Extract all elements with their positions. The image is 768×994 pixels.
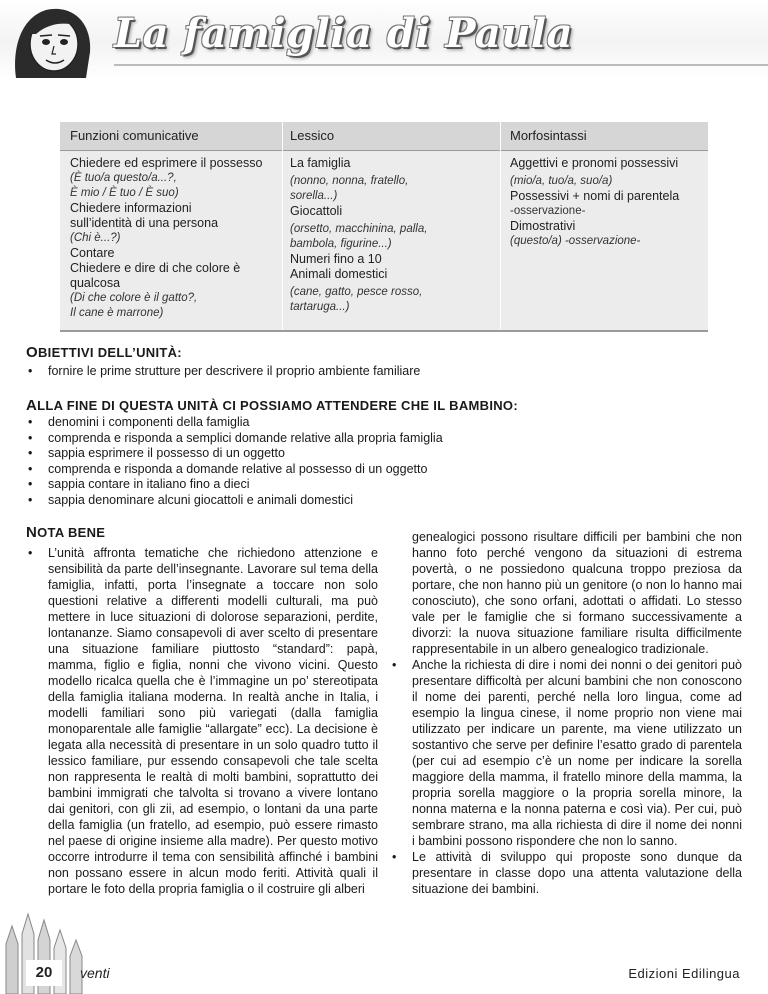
nota-left-column (26, 545, 378, 897)
table-example-line: sorella...) (290, 190, 338, 202)
table-heading-line: Dimostrativi (510, 219, 576, 233)
table-heading-line: Chiedere ed esprimere il possesso (70, 156, 263, 170)
list-item: • sappia esprimere il possesso di un oggetto (26, 446, 443, 462)
table-heading-line: Contare (70, 246, 115, 260)
column-funzioni (70, 156, 278, 321)
table-example-line: (nonno, nonna, fratello, (290, 175, 409, 187)
header-divider (114, 64, 768, 66)
column-divider (500, 122, 501, 330)
list-item: • fornire le prime strutture per descrivere il proprio ambiente familiare (26, 364, 420, 380)
table-example-line: (orsetto, macchinina, palla, (290, 223, 428, 235)
column-lessico (290, 156, 495, 315)
list-item: • sappia denominare alcuni giocattoli e animali domestici (26, 493, 443, 509)
table-example-line: (mio/a, tuo/a, suo/a) (510, 175, 613, 187)
table-example-line: Il cane è marrone) (70, 307, 164, 319)
table-heading-line: Possessivi + nomi di parentela (510, 189, 680, 203)
table-example-line: (questo/a) -osservazione- (510, 235, 641, 247)
table-example-line: tartaruga...) (290, 301, 350, 313)
nota-paragraph: • Anche la richiesta di dire i nomi dei nonni o dei genitori può presentare difficoltà per alcuni bambini che non conoscono il nome dei parenti, perché nella loro lingua, come ad esempio la lingua cinese, il nome proprio non viene mai utilizzato per indicare un parente, ma viene utilizzato un sostantivo che serve per definire l’esatto grado di parentela (per cui ad esempio c’è un nome per indicare la sorella maggiore della mamma, il fratello minore della mamma, la propria sorella maggiore o la propria sorella minore, la nonna materna e la nonna paterna e così via). Per cui, può sembrare strano, ma alla richiesta di dire il nome dei nonni i bambini possono rispondere che non lo sanno. (390, 657, 742, 849)
nota-paragraph: • Le attività di sviluppo qui proposte sono dunque da presentare in classe dopo una attenta valutazione della situazione dei bambini. (390, 849, 742, 897)
page-number: 20 (26, 960, 62, 986)
table-heading-line: La famiglia (290, 156, 351, 170)
header-lessico: Lessico (290, 128, 335, 143)
girl-mascot-icon (6, 0, 98, 78)
list-item: • comprenda e risponda a semplici domande relative alla propria famiglia (26, 431, 443, 447)
table-heading-line: Chiedere informazioni (70, 201, 192, 215)
list-item: • denomini i componenti della famiglia (26, 415, 443, 431)
list-item: • sappia contare in italiano fino a dieci (26, 477, 443, 493)
page-number-word: venti (80, 965, 110, 981)
page-header (0, 0, 768, 92)
table-heading-line: Chiedere e dire di che colore è (70, 261, 241, 275)
table-heading-line: qualcosa (70, 276, 121, 290)
table-example-line: (Di che colore è il gatto?, (70, 292, 198, 304)
section-title-obiettivi: OBIETTIVI DELL’UNITÀ: (26, 344, 182, 361)
table-example-line: -osservazione- (510, 205, 586, 217)
table-example-line: (cane, gatto, pesce rosso, (290, 286, 423, 298)
section-title-alla-fine: ALLA FINE DI QUESTA UNITÀ CI POSSIAMO ATTENDERE CHE IL BAMBINO: (26, 397, 518, 414)
table-heading-line: Animali domestici (290, 267, 388, 281)
table-heading-line: sull’identità di una persona (70, 216, 219, 230)
list-alla-fine (26, 415, 443, 508)
table-example-line: (È tuo/a questo/a...?, (70, 172, 177, 184)
section-title-nota-bene: NOTA BENE (26, 524, 106, 541)
list-obiettivi (26, 364, 420, 380)
table-heading-line: Aggettivi e pronomi possessivi (510, 156, 679, 170)
publisher-name: Edizioni Edilingua (628, 966, 740, 981)
header-funzioni: Funzioni comunicative (70, 128, 199, 143)
table-example-line: È mio / È tuo / È suo) (70, 187, 179, 199)
table-example-line: (Chi è...?) (70, 232, 121, 244)
table-heading-line: Giocattoli (290, 204, 343, 218)
nota-paragraph: • L’unità affronta tematiche che richiedono attenzione e sensibilità da parte dell’insegnante. Lavorare sul tema della famiglia, infatti, porta l’insegnate a toccare non solo questioni relative a differenti modelli culturali, ma può mettere in luce situazioni di dolorose separazioni, perdite, lontananze. Siamo consapevoli di aver scelto di presentare una situazione familiare piuttosto “standard”: papà, mamma, figlio e figlia, nonni che vivono vicini. Questo modello ricalca quella che è l’immagine un po’ stereotipata della famiglia italiana moderna. In realtà anche in Italia, i modelli familiari sono più variegati (dalla famiglia monoparentale alle famiglie “allargate” ecc). La decisione è legata alla necessità di presentare in un solo quadro tutto il lessico familiare, pur essendo consapevoli che tale scelta non rappresenta le realtà di molti bambini, soprattutto dei bambini immigrati che talvolta si trovano a vivere lontano dai genitori, con gli zii, ad esempio, o lontani da una parte della famiglia (un fratello, ad esempio, può essere rimasto nel paese di origine insieme alla madre). Per questo motivo occorre introdurre il tema con sensibilità affinché i bambini non possano essere in alcun modo feriti. Attività quali il portare le foto della propria famiglia o il costruire gli alberi (26, 545, 378, 897)
nota-right-column (390, 529, 742, 897)
page-title: La famiglia di Paula (114, 10, 574, 57)
unit-summary-table (60, 122, 708, 332)
header-morfosintassi: Morfosintassi (510, 128, 587, 143)
nota-paragraph: genealogici possono risultare difficili per bambini che non hanno foto perché vengono da situazioni di estrema povertà, o ne possiedono qualcuna troppo preziosa da portare, che non hanno più un genitore (o non lo hanno mai conosciuto), che sono orfani, adottati o affidati. Lo stesso vale per le famiglie che si formano successivamente a divorzi: la nuova situazione familiare risulta difficilmente rappresentabile in un albero genealogico tradizionale. (412, 530, 742, 656)
table-heading-line: Numeri fino a 10 (290, 252, 382, 266)
list-item: • comprenda e risponda a domande relative al possesso di un oggetto (26, 462, 443, 478)
column-morfosintassi (510, 156, 705, 249)
table-example-line: bambola, figurine...) (290, 238, 392, 250)
column-divider (282, 122, 283, 330)
